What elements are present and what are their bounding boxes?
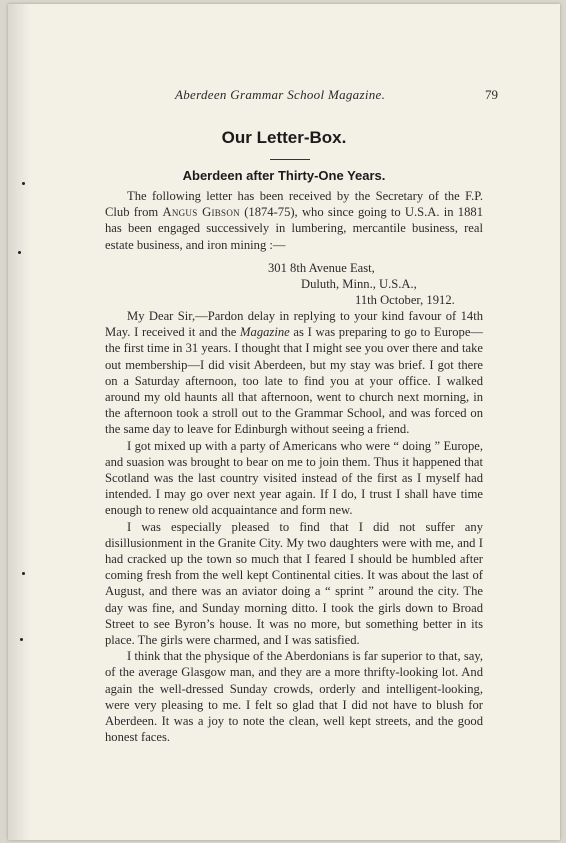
margin-speck [22, 572, 25, 575]
letter-paragraph-2: I got mixed up with a party of Americans who were “ doing ” Europe, and suasion was brought to bear on me to join them. Thus it happened that Scotland was the last country visited instead of the first as I myself had intended. I may go over next year again. If I do, I trust I shall have time enough to renew old acquaintance and form new. [105, 438, 483, 518]
magazine-page [8, 4, 560, 840]
magazine-italic: Magazine [240, 325, 290, 340]
address-line-1: 301 8th Avenue East, [268, 261, 375, 275]
letter-body [105, 308, 483, 745]
letter-p1-text-end: as I was preparing to go to Europe—the first time in 31 years. I thought that I might see you over there and take out membership—I did visit Aberdeen, but my stay was brief. I got there on a Saturday afternoon, too late to find you at your office. I walked around my old haunts all that afternoon, went to church next morning, in the afternoon took a stroll out to the Grammar School, and was forced on the same day to leave for Edinburgh without seeing a friend. [105, 325, 484, 437]
margin-speck [18, 251, 21, 254]
margin-speck [20, 638, 23, 641]
intro-text-start: The following letter has been received by the Secretary of the F.P. Club from [105, 189, 483, 220]
title-rule [270, 159, 310, 160]
letter-paragraph-4: I think that the physique of the Aberdonians is far superior to that, say, of the average Glasgow man, and they are a more thrifty-looking lot. And again the well-dressed Sunday crowds, orderly and intelligent-looking, were very pleasing to me. I felt so glad that I did not have to blush for Aberdeen. It was a joy to note the clean, well kept streets, and the good honest faces. [105, 649, 483, 745]
intro-text-end: (1874-75), who since going to U.S.A. in 1881 has been engaged successively in lumbering, mercantile business, real estate business, and iron mining :— [105, 205, 483, 252]
letter-p1-text-start: My Dear Sir,—Pardon delay in replying to your kind favour of 14th May. I received it and the [105, 309, 483, 340]
author-name: Angus Gibson [162, 205, 240, 220]
intro-paragraph [105, 188, 483, 253]
letter-date: 11th October, 1912. [355, 293, 455, 308]
letter-paragraph-3: I was especially pleased to find that I did not suffer any disillusionment in the Granite City. My two daughters were with me, and I had cracked up the town so much that I feared I should be humbled after coming fresh from the well kept Continental cities. It was about the last of August, and there was an aviator doing a “ sprint ” around the city. The day was fine, and Sunday morning ditto. I took the girls down to Broad Street to see Byron’s house. It was no more, but something better in its place. The girls were charmed, and I was satisfied. [105, 519, 483, 648]
address-line-2: Duluth, Minn., U.S.A., [301, 277, 417, 292]
running-head-title: Aberdeen Grammar School Magazine. [175, 87, 386, 102]
letter-address [105, 260, 483, 309]
letter-paragraph-1 [105, 308, 483, 438]
article-title: Aberdeen after Thirty-One Years. [182, 168, 386, 183]
page-number: 79 [485, 87, 498, 102]
section-title: Our Letter-Box. [221, 128, 347, 147]
